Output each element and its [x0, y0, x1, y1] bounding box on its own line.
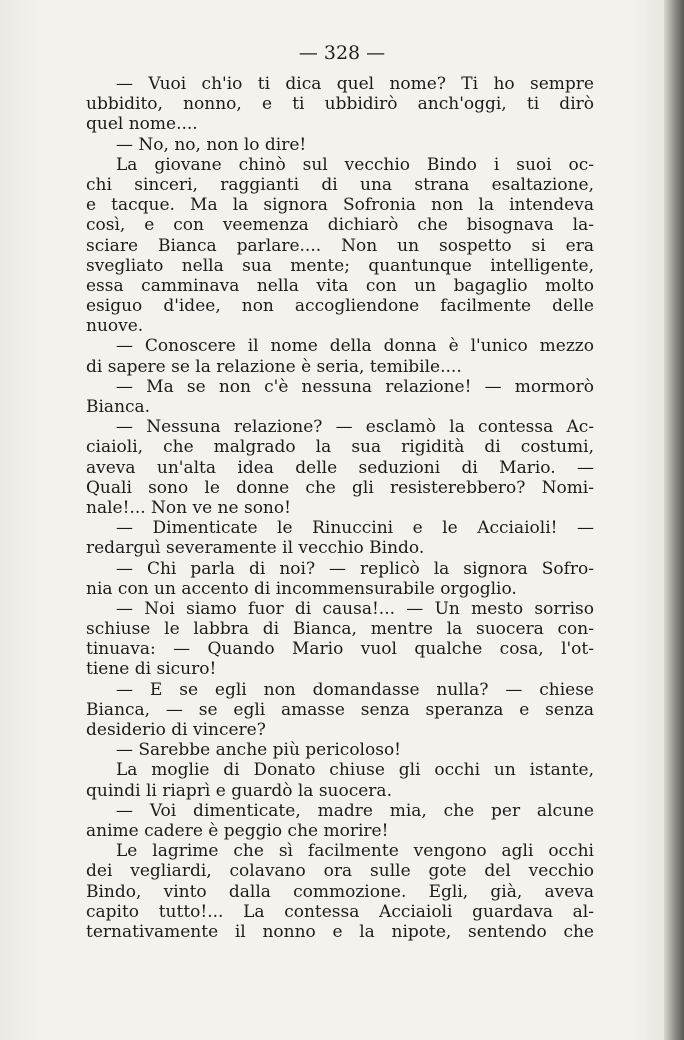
text-line: tiene di sicuro! — [86, 659, 217, 680]
text-line: sciare Bianca parlare.... Non un sospetto si era — [86, 235, 594, 256]
text-line: La giovane chinò sul vecchio Bindo i suoi oc- — [116, 154, 594, 175]
body-text — [86, 74, 594, 942]
text-line: dei vegliardi, colavano ora sulle gote del vecchio — [86, 861, 594, 882]
text-line: essa camminava nella vita con un bagaglio molto — [86, 275, 594, 296]
page-number: — 328 — — [298, 42, 386, 64]
text-line: nale!... Non ve ne sono! — [86, 497, 291, 518]
text-line: — Sarebbe anche più pericoloso! — [116, 740, 402, 761]
text-line: di sapere se la relazione è seria, temibile.... — [86, 356, 462, 377]
text-line: quindi li riaprì e guardò la suocera. — [86, 780, 392, 801]
text-line: così, e con veemenza dichiarò che bisognava la- — [86, 215, 594, 236]
text-line: ciaioli, che malgrado la sua rigidità di costumi, — [86, 437, 594, 458]
text-line: — E se egli non domandasse nulla? — chiese — [116, 679, 594, 700]
text-line: ubbidito, nonno, e ti ubbidirò anch'oggi, ti dirò — [86, 94, 594, 115]
text-line: svegliato nella sua mente; quantunque intelligente, — [86, 255, 594, 276]
text-line: nuove. — [86, 316, 144, 337]
text-line: redarguì severamente il vecchio Bindo. — [86, 538, 425, 559]
text-line: La moglie di Donato chiuse gli occhi un istante, — [116, 760, 594, 781]
text-line: Bianca, — se egli amasse senza speranza e senza — [86, 699, 594, 720]
text-line: Quali sono le donne che gli resisterebbero? Nomi- — [86, 477, 594, 498]
text-line: anime cadere è peggio che morire! — [86, 820, 389, 841]
text-line: e tacque. Ma la signora Sofronia non la intendeva — [86, 195, 594, 216]
text-line: — Noi siamo fuor di causa!... — Un mesto sorriso — [116, 598, 594, 619]
text-line: — Chi parla di noi? — replicò la signora Sofro- — [116, 558, 594, 579]
text-line: — Conoscere il nome della donna è l'unico mezzo — [116, 336, 594, 357]
text-line: — No, no, non lo dire! — [116, 134, 307, 155]
text-line: schiuse le labbra di Bianca, mentre la suocera con- — [86, 619, 594, 640]
text-line: aveva un'alta idea delle seduzioni di Mario. — — [86, 457, 594, 478]
text-line: Bianca. — [86, 397, 151, 417]
text-line: esiguo d'idee, non accogliendone facilmente delle — [86, 296, 594, 317]
text-line: — Vuoi ch'io ti dica quel nome? Ti ho sempre — [116, 74, 594, 94]
text-line: nia con un accento di incommensurabile orgoglio. — [86, 578, 517, 599]
text-line: ternativamente il nonno e la nipote, sentendo che — [86, 921, 594, 942]
text-line: Bindo, vinto dalla commozione. Egli, già, aveva — [86, 881, 594, 902]
text-line: tinuava: — Quando Mario vuol qualche cosa, l'ot- — [86, 639, 594, 660]
text-line: desiderio di vincere? — [86, 720, 266, 740]
text-line: chi sinceri, raggianti di una strana esaltazione, — [86, 174, 594, 195]
text-line: — Nessuna relazione? — esclamò la contessa Ac- — [116, 417, 594, 438]
text-line: Le lagrime che sì facilmente vengono agli occhi — [116, 841, 594, 862]
text-line: quel nome.... — [86, 114, 198, 135]
text-line: — Ma se non c'è nessuna relazione! — mormorò — [116, 376, 594, 397]
text-line: — Voi dimenticate, madre mia, che per alcune — [116, 800, 594, 821]
page-edge-shadow — [664, 0, 684, 1040]
text-line: — Dimenticate le Rinuccini e le Acciaioli! — — [116, 518, 594, 539]
text-line: capito tutto!... La contessa Acciaioli guardava al- — [86, 901, 594, 922]
